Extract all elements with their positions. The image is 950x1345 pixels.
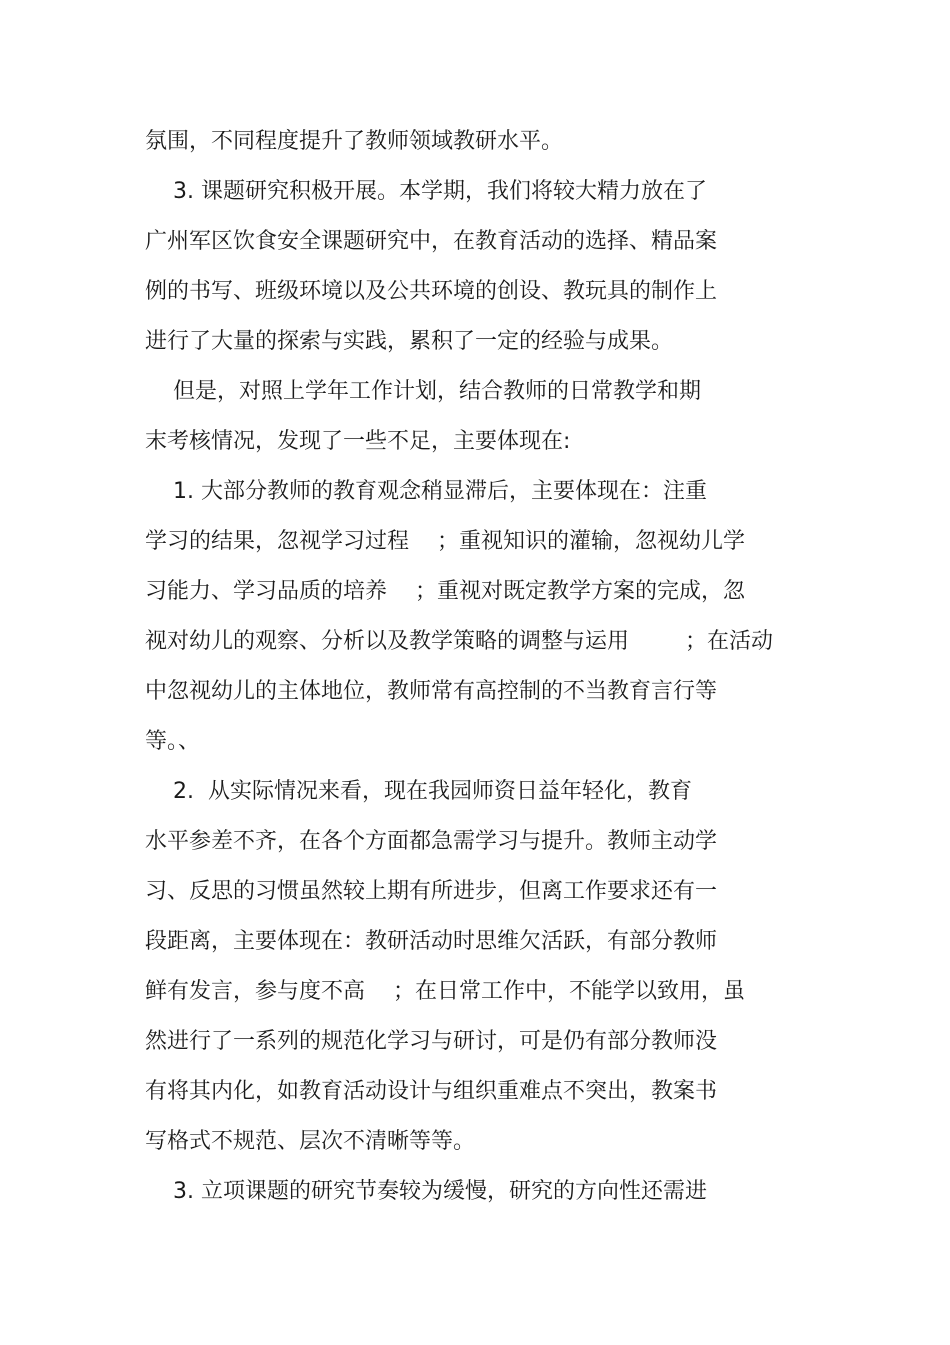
text-line: 末考核情况，发现了一些不足，主要体现在: — [145, 429, 571, 454]
text-line: 习、反思的习惯虽然较上期有所进步，但离工作要求还有一 — [145, 879, 718, 904]
text-line: 段距离，主要体现在：教研活动时思维欠活跃，有部分教师 — [145, 929, 718, 954]
text-line: 1. 大部分教师的教育观念稍显滞后，主要体现在：注重 — [145, 479, 707, 504]
text-line: 水平参差不齐，在各个方面都急需学习与提升。教师主动学 — [145, 829, 718, 854]
text-line: 鲜有发言，参与度不高 ；在日常工作中，不能学以致用，虽 — [145, 979, 745, 1004]
text-line: 写格式不规范、层次不清晰等等。 — [145, 1129, 476, 1154]
text-line: 2. 从实际情况来看，现在我园师资日益年轻化，教育 — [145, 779, 692, 804]
text-line: 中忽视幼儿的主体地位，教师常有高控制的不当教育言行等 — [145, 679, 718, 704]
text-line: 3. 课题研究积极开展。本学期，我们将较大精力放在了 — [145, 179, 707, 204]
text-line: 3. 立项课题的研究节奏较为缓慢，研究的方向性还需进 — [145, 1179, 707, 1204]
text-line: 习能力、学习品质的培养 ；重视对既定教学方案的完成，忽 — [145, 579, 745, 604]
text-line: 视对幼儿的观察、分析以及教学策略的调整与运用 ；在活动 — [145, 629, 773, 654]
text-line: 广州军区饮食安全课题研究中，在教育活动的选择、精品案 — [145, 229, 718, 254]
text-line: 氛围，不同程度提升了教师领域教研水平。 — [145, 129, 564, 154]
text-line: 然进行了一系列的规范化学习与研讨，可是仍有部分教师没 — [145, 1029, 718, 1054]
text-line: 有将其内化，如教育活动设计与组织重难点不突出，教案书 — [145, 1079, 718, 1104]
text-line: 学习的结果，忽视学习过程 ；重视知识的灌输，忽视幼儿学 — [145, 529, 745, 554]
text-line: 例的书写、班级环境以及公共环境的创设、教玩具的制作上 — [145, 279, 718, 304]
text-line: 进行了大量的探索与实践，累积了一定的经验与成果。 — [145, 329, 674, 354]
text-line: 等。、 — [145, 729, 201, 754]
text-line: 但是，对照上学年工作计划，结合教师的日常教学和期 — [145, 379, 701, 404]
